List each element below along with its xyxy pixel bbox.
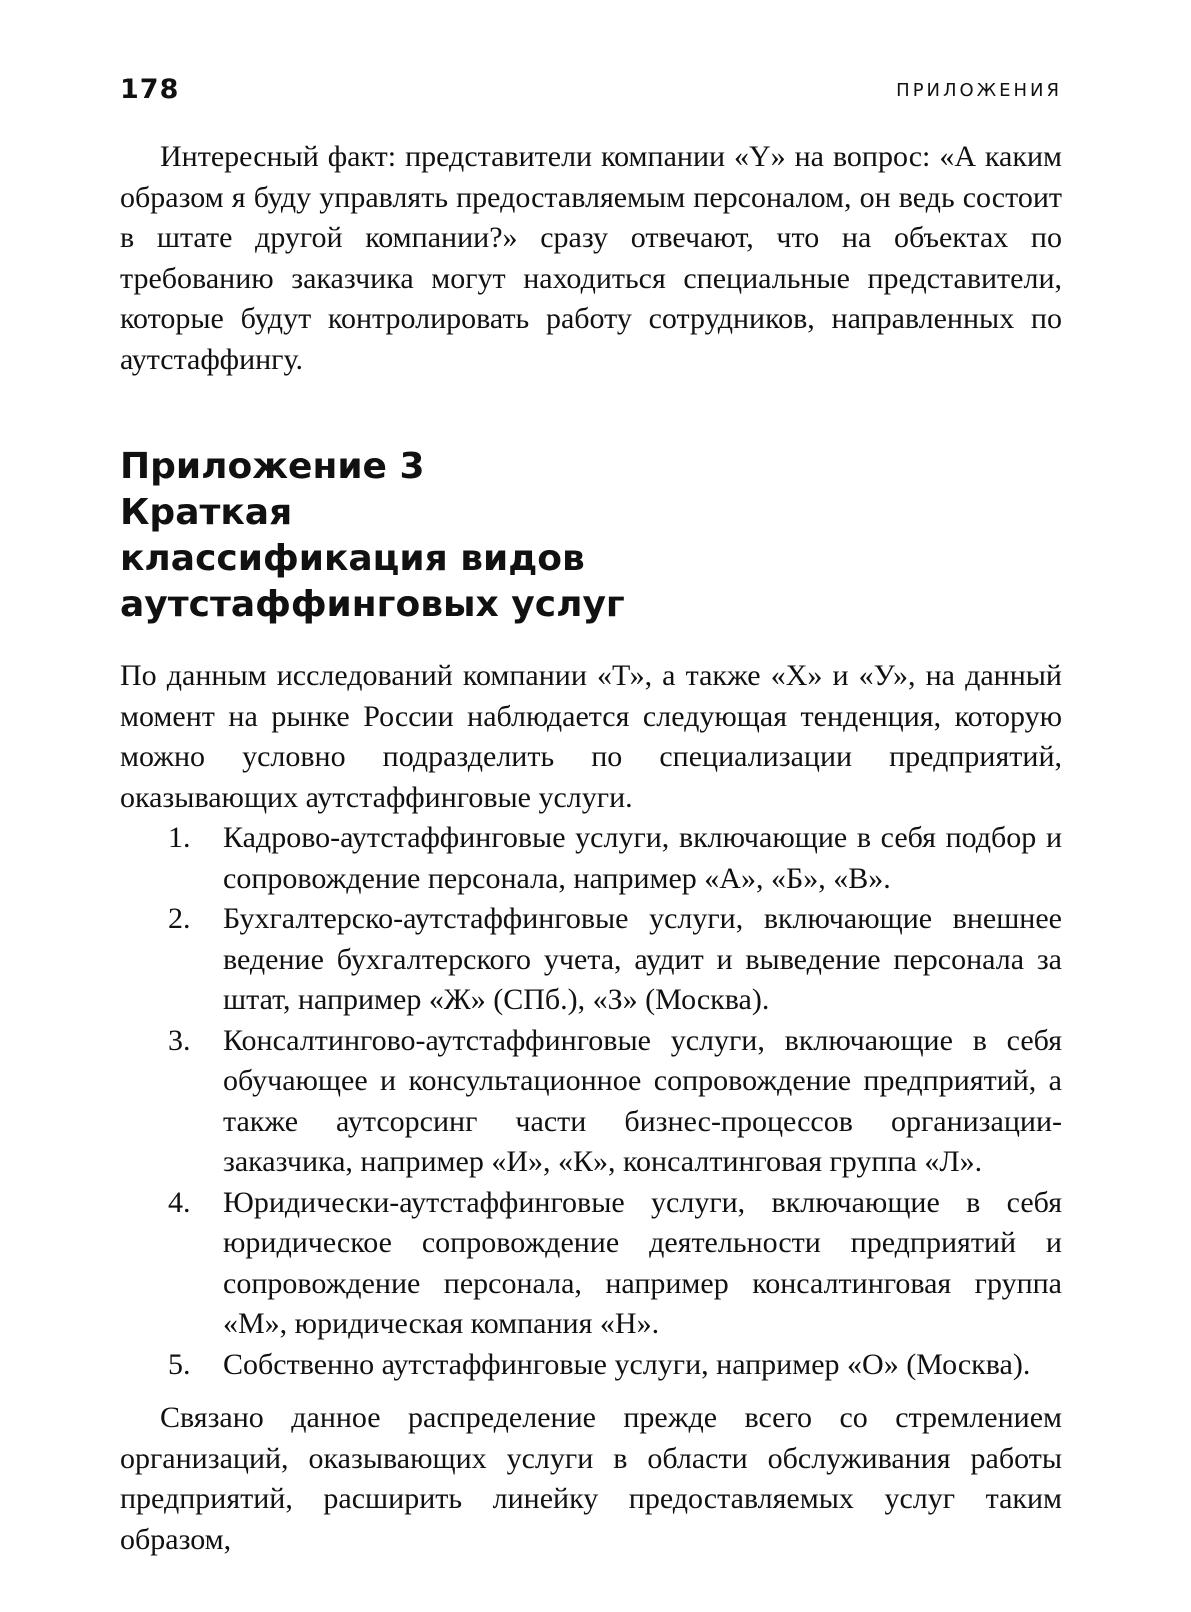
lead-paragraph: По данным исследований компании «Т», а также «Х» и «У», на данный момент на рынке России наблюдается следующая тенденция, которую можно условно подразделить по специализации предприятий, оказывающих аутстаффинговые услуги.: [120, 659, 1062, 814]
list-item-number: 1.: [168, 821, 191, 854]
list-item: [120, 1345, 1062, 1386]
page-header: [120, 74, 1062, 114]
list-item-number: 5.: [168, 1347, 191, 1381]
appendix-heading: [120, 444, 1062, 628]
list-item-text: Юридически-аутстаффинговые услуги, включающие в себя юридическое сопровождение деятельности предприятий и сопровождение персонала, например консалтинговая группа «М», юридическая компания «Н».: [223, 1185, 1062, 1340]
list-item-text: Собственно аутстаффинговые услуги, например «О» (Москва).: [223, 1347, 1031, 1381]
list-item: [120, 818, 1062, 899]
services-list: [120, 818, 1062, 1385]
heading-line: классификация видов: [120, 538, 585, 579]
heading-line: Краткая: [120, 492, 293, 533]
page-number: 178: [120, 74, 180, 105]
list-item-number: 3.: [168, 1023, 191, 1057]
closing-paragraph: Связано данное распределение прежде всего со стремлением организаций, оказывающих услуги в области обслуживания работы предприятий, расширить линейку предоставляемых услуг таким образом,: [120, 1401, 1062, 1556]
list-item: [120, 1021, 1062, 1183]
list-item-number: 2.: [168, 902, 191, 935]
list-item-text: Бухгалтерско-аутстаффинговые услуги, включающие внешнее ведение бухгалтерского учета, аудит и выведение персонала за штат, например «Ж» (СПб.), «З» (Москва).: [223, 902, 1062, 1016]
list-item: [120, 899, 1062, 1021]
list-item: [120, 1183, 1062, 1345]
heading-line: Приложение 3: [120, 446, 425, 487]
heading-line: аутстаффинговых услуг: [120, 584, 625, 625]
list-item-number: 4.: [168, 1185, 191, 1219]
list-item-text: Кадрово-аутстаффинговые услуги, включающие в себя подбор и сопровождение персонала, например «А», «Б», «В».: [223, 821, 1062, 895]
running-head: ПРИЛОЖЕНИЯ: [896, 80, 1062, 101]
list-item-text: Консалтингово-аутстаффинговые услуги, включающие в себя обучающее и консультационное сопровождение предприятий, а также аутсорсинг части бизнес-процессов организации-заказчика, например «И», «К», консалтинговая группа «Л».: [223, 1023, 1062, 1178]
intro-paragraph: Интересный факт: представители компании «Y» на вопрос: «А каким образом я буду управлять предоставляемым персоналом, он ведь состоит в штате другой компании?» сразу отвечают, что на объектах по требованию заказчика могут находиться специальные представители, которые будут контролировать работу сотрудников, направленных по аутстаффингу.: [120, 140, 1062, 376]
